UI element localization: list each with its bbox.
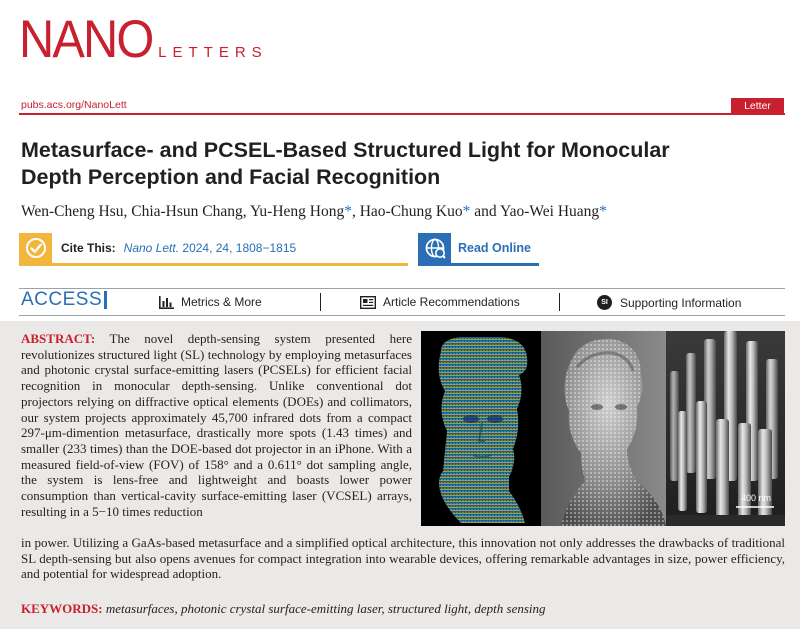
corresponding-author-mark: * [599, 203, 607, 220]
article-type-badge: Letter [731, 98, 784, 113]
abstract-text [21, 331, 412, 519]
abstract-body-part-1: The novel depth-sensing system presented here revolutionizes structured light (SL) technology by employing metasurfaces and photonic crystal surface-emitting lasers (PCSELs) for efficient facial recognition in monocular depth-sensing. Unlike conventional dot projectors relying on diffractive optical elements (DOEs) and collimators, our system projects approximately 45,700 infrared dots from a compact 297-μm-dimention metasurface, drastically more spots (1.43 times) and smaller (233 times) than the DOE-based dot projector in an iPhone. With a measured field-of-view (FOV) of 158° and a 0.611° dot sampling angle, the system is lens-free and lightweight and boasts lower power consumption than vertical-cavity surface-emitting laser (VCSEL) arrays, resulting in a 5−10 times reduction [21, 331, 412, 519]
title-line-2: Depth Perception and Facial Recognition [21, 165, 441, 189]
keywords-list: metasurfaces, photonic crystal surface-emitting laser, structured light, depth sensing [105, 601, 546, 616]
nav-separator [559, 293, 560, 311]
dot-projection-bust-image [541, 331, 666, 526]
author-name[interactable]: Chia-Hsun Chang [131, 203, 243, 220]
bar-chart-icon [159, 296, 174, 309]
cite-label: Cite This: [61, 241, 116, 255]
read-online-button[interactable] [418, 233, 539, 266]
corresponding-author-mark: * [344, 203, 352, 220]
article-recommendations-link[interactable] [360, 295, 520, 309]
metasurface-pillars-sem-image [666, 331, 785, 526]
journal-url[interactable]: pubs.acs.org/NanoLett [21, 99, 127, 111]
access-bar-bottom-rule [19, 315, 785, 316]
corresponding-author-mark: * [462, 203, 471, 220]
citation-reference: Nano Lett. 2024, 24, 1808−1815 [123, 241, 297, 255]
si-icon: SI [597, 295, 612, 310]
abstract-graphic [421, 331, 785, 526]
author-name[interactable]: Wen-Cheng Hsu [21, 203, 124, 220]
author-list: Wen-Cheng Hsu, Chia-Hsun Chang, Yu-Heng Hong*, Hao-Chung Kuo* and Yao-Wei Huang* [21, 203, 607, 220]
depth-map-face-image [421, 331, 541, 526]
journal-logo [19, 6, 268, 69]
supporting-label: Supporting Information [620, 295, 742, 310]
keywords [21, 601, 546, 617]
abstract-heading: ABSTRACT: [21, 331, 96, 346]
access-separator [104, 291, 107, 309]
access-label: ACCESS [21, 289, 103, 310]
cite-this-button[interactable] [19, 233, 408, 266]
abstract-text-continued: in power. Utilizing a GaAs-based metasurface and a simplified optical architecture, this innovation not only addresses the drawbacks of traditional SL depth-sensing but also opens avenues for compact integration into wearable devices, offering remarkable advantages in size, power efficiency, and potential for widespread adoption. [21, 535, 785, 582]
keywords-heading: KEYWORDS: [21, 601, 103, 616]
globe-icon [418, 233, 451, 263]
metrics-label: Metrics & More [181, 295, 262, 309]
logo-main-text: NANO [19, 10, 153, 69]
access-bar-top-rule [19, 288, 785, 289]
author-name[interactable]: Yao-Wei Huang [499, 203, 600, 220]
logo-sub-text: LETTERS [158, 44, 268, 61]
article-title [21, 137, 781, 191]
read-online-label: Read Online [458, 241, 531, 255]
metrics-link[interactable] [159, 295, 262, 309]
scale-bar-label: 400 nm [740, 493, 772, 503]
nav-separator [320, 293, 321, 311]
author-name[interactable]: Hao-Chung Kuo [359, 203, 463, 220]
author-name[interactable]: Yu-Heng Hong [249, 203, 345, 220]
header-divider [19, 113, 785, 115]
recommendations-label: Article Recommendations [383, 295, 520, 309]
article-icon [360, 296, 376, 309]
checkmark-icon [19, 233, 52, 263]
title-line-1: Metasurface- and PCSEL-Based Structured Light for Monocular [21, 138, 670, 162]
supporting-information-link[interactable] [597, 295, 741, 310]
